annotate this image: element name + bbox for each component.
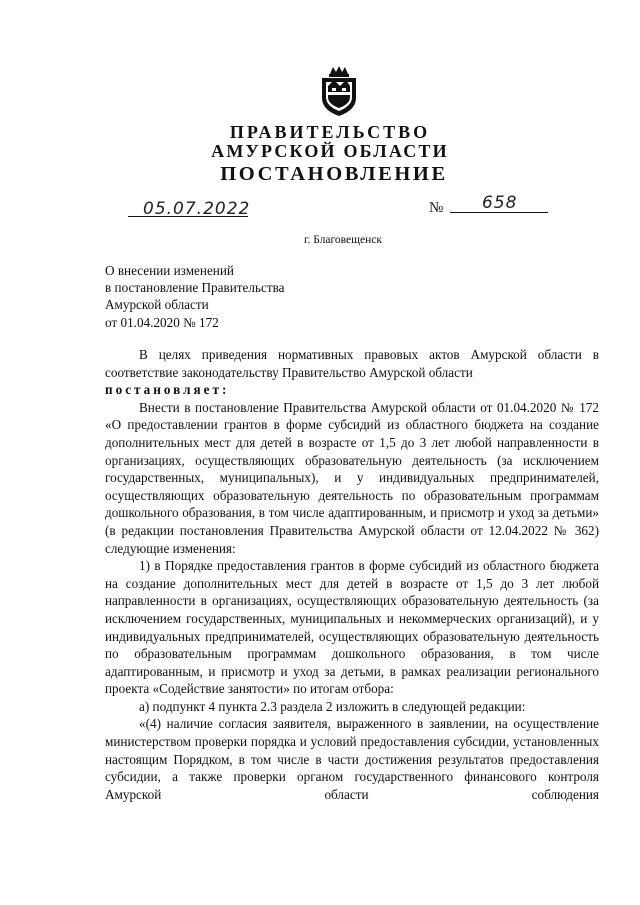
- subject-block: [105, 262, 285, 331]
- org-name-line2: АМУРСКОЙ ОБЛАСТИ: [211, 141, 449, 161]
- quoted-paragraph: «(4) наличие согласия заявителя, выраженного в заявлении, на осуществление министерством проверки порядка и условий предоставления субсидии, установленных настоящим Порядком, в том числе в части достижения результатов предоставления субсидии, а также проверки органом государственного финансового контроля Амурской области соблюдения: [105, 716, 599, 802]
- item-1-paragraph: 1) в Порядке предоставления грантов в форме субсидий из областного бюджета на создание дополнительных мест для детей в возрасте от 1,5 до 3 лет любой направленности в организациях, осуществляющих образовательную деятельность (за исключением государственных, муниципальных и некоммерческих организаций), и у индивидуальных предпринимателей, осуществляющих образовательную деятельность по образовательным программам дошкольного образования, в том числе адаптированным, и присмотр и уход за детьми, в рамках реализации регионального проекта «Содействие занятости» по итогам отбора:: [105, 558, 599, 697]
- item-a-paragraph: а) подпункт 4 пункта 2.3 раздела 2 изложить в следующей редакции:: [139, 698, 526, 714]
- document-type-title: ПОСТАНОВЛЕНИЕ: [220, 163, 448, 185]
- document-body: [105, 346, 599, 803]
- document-date: 05.07.2022: [143, 199, 251, 219]
- subject-line: О внесении изменений: [105, 263, 234, 278]
- subject-line: от 01.04.2020 № 172: [105, 314, 219, 330]
- document-number: 658: [482, 193, 518, 213]
- preamble-paragraph: В целях приведения нормативных правовых актов Амурской области в соответствие законодательству Правительство Амурской области: [105, 347, 599, 380]
- city-name: г. Благовещенск: [304, 234, 382, 246]
- amendment-paragraph: Внести в постановление Правительства Амурской области от 01.04.2020 № 172 «О предоставлении грантов в форме субсидий из областного бюджета на создание дополнительных мест для детей в возрасте от 1,5 до 3 лет любой направленности в организациях, осуществляющих образовательную деятельность (за исключением государственных, муниципальных), и у индивидуальных предпринимателей, осуществляющих образовательную деятельность по образовательным программам дошкольного образования, в том числе адаптированным, и присмотр и уход за детьми» (в редакции постановления Правительства Амурской области от 12.04.2022 № 362) следующие изменения:: [105, 399, 599, 556]
- subject-line: в постановление Правительства: [105, 280, 285, 296]
- org-name-line1: ПРАВИТЕЛЬСТВО: [229, 122, 431, 142]
- coat-of-arms-emblem: [318, 64, 360, 118]
- number-sign: №: [429, 200, 444, 216]
- number-underline: [450, 212, 548, 213]
- date-underline: [128, 216, 248, 217]
- subject-line: Амурской области: [105, 297, 209, 313]
- resolves-word: постановляет:: [105, 382, 230, 398]
